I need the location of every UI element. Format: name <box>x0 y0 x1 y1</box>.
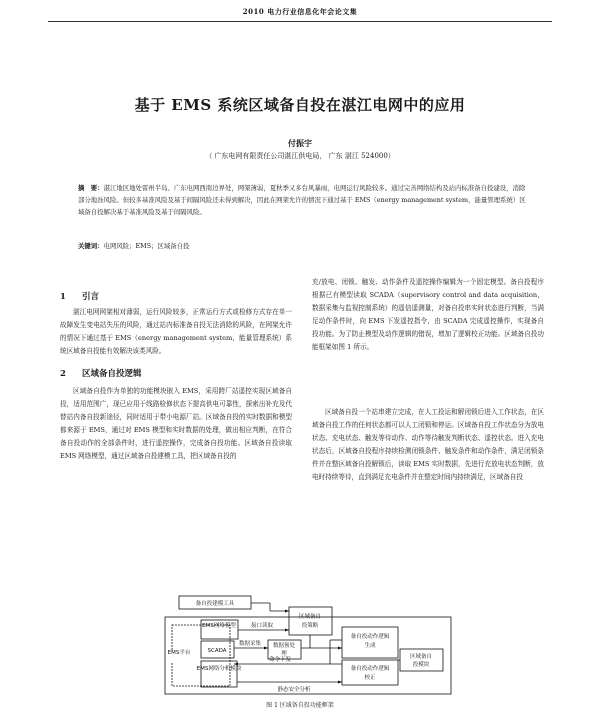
fig-label-logic-gen-2: 生成 <box>364 643 376 649</box>
fig-label-command-send: 命令下发 <box>268 657 292 663</box>
region-strategy-box <box>289 607 332 635</box>
fig-label-data-collect: 数据采集 <box>238 641 262 647</box>
section-1-paragraph: 湛江电网网架相对薄弱，运行风险较多，正常运行方式或检修方式存在单一故障发生变电站失压的风险，通过站内标准备自投无法消除的风险，在网架允许的情况下通过基于 EMS（energy management system，能量管理系统）系统区域备自投能有效解决该类风险。 <box>60 308 292 355</box>
abstract-label: 摘 要： <box>78 184 104 192</box>
section-2-title: 区域备自投逻辑 <box>82 369 142 379</box>
fig-label-ems-network-analysis: EMS网络分析模块 <box>196 666 242 672</box>
fig-label-logic-gen-1: 备自投动作逻辑 <box>350 634 390 640</box>
fig-label-data-preprocess-2: 理 <box>281 651 287 657</box>
fig-label-strategy-module-1: 区域备自 <box>409 654 433 660</box>
keywords-text: 电网风险；EMS；区域备自投 <box>103 242 190 250</box>
fig-label-data-preprocess-1: 数据预处 <box>272 643 296 649</box>
figure-caption: 图 1 区域备自投功能框架 <box>266 702 334 709</box>
section-2-paragraph: 区域备自投作为单独的功能模块嵌入 EMS，采用跨厂站遥控实现区域备自投，适用范围广，现已应用于线路检修状态下提高供电可靠性，探索出补充及代替站内备自投新途径，同时适用于带小电源厂站。区域备自投的实时数据和模型都来源于 EMS，通过对 EMS 模型和实时数据的处理，做出相应判断，在符合备自投动作的全部条件时，进行遥控操作，完成备自投功能。区域备自投读取 EMS 网络模型，通过区域备自投建模工具，把区域备自投的 <box>60 387 292 460</box>
fig-label-logic-check-1: 备自投动作逻辑 <box>350 666 390 672</box>
fig-label-strategy-module-2: 投模块 <box>412 662 430 668</box>
paper-title: 基于 EMS 系统区域备自投在湛江电网中的应用 <box>134 96 466 114</box>
logic-check-box <box>342 660 398 685</box>
keywords-label: 关键词： <box>78 242 104 250</box>
fig-label-ems-platform: EMS平台 <box>167 650 191 656</box>
ems-network-analysis-box <box>201 661 237 687</box>
fig-label-logic-check-2: 校正 <box>364 675 376 681</box>
author-affiliation: （ 广东电网有限责任公司湛江供电局， 广东 湛江 524000） <box>205 152 395 160</box>
running-title: 2010 电力行业信息化年会论文集 <box>242 7 358 16</box>
fig-label-ems-network-model: EMS网络模型 <box>202 623 236 629</box>
right-paragraph-1: 充/放电、闭锁、触发、动作条件及遥控操作编辑为一个固定模型。备自投程序根据已有模型读取 SCADA（supervisory control and data acquisition，数据采集与监视控制系统）的遥信遥测量，对备自投串实时状态进行判断，当满足动作条件时，向 EMS 下发遥控指令，由 SCADA 完成遥控操作，实现备自投功能。为了防止模型及动作逻辑的错误，增加了逻辑校正功能。区域备自投功能框架如图 1 所示。 <box>312 278 544 351</box>
section-1-title: 引言 <box>82 292 100 302</box>
fig-label-scada: SCADA <box>207 648 227 654</box>
section-2-number: 2 <box>60 369 66 379</box>
abstract-text: 湛江地区地处雷州半岛、广东电网西南边界处，网架薄弱，夏秋季又多台风暴雨，电网运行风险较多。通过完善网络结构及站内标准备自投建设，消除部分地泺风险。但较多基准风险及基于间隔风险还未得到解决，因此在网架允许的情况下通过基于 EMS（energy management system，能量管理系统）区域备自投解决基于基准风险及基于间隔风险。 <box>78 184 526 216</box>
section-1-number: 1 <box>60 292 66 302</box>
fig-label-static-security: 静态安全分析 <box>277 687 311 693</box>
author-name: 付振宇 <box>288 138 312 148</box>
fig-label-region-strategy-1: 区域备自 <box>298 614 322 620</box>
fig-label-modeling-tool: 备自投建模工具 <box>195 601 235 607</box>
fig-label-region-strategy-2: 投策略 <box>301 623 319 629</box>
fig-label-interface-read: 接口读取 <box>250 623 274 629</box>
right-paragraph-2: 区域备自投一个站串建立完成，在人工投运和解闭锁后进入工作状态，在区域备自投工作的任何状态都可以人工闭锁和停运。区域备自投工作状态分为放电状态、充电状态、触发等待动作、动作等待触发判断状态、遥控状态。进入充电状态后，区域备自投程序持续检测闭锁条件、触发条件和动作条件，满足闭锁条件并在整区域备自投解锁后，读取 EMS 实时数据，先进行充放电状态判断，放电时持续等待，直到满足充电条件并在整定时间内持续满足，区域备自投 <box>312 408 544 481</box>
